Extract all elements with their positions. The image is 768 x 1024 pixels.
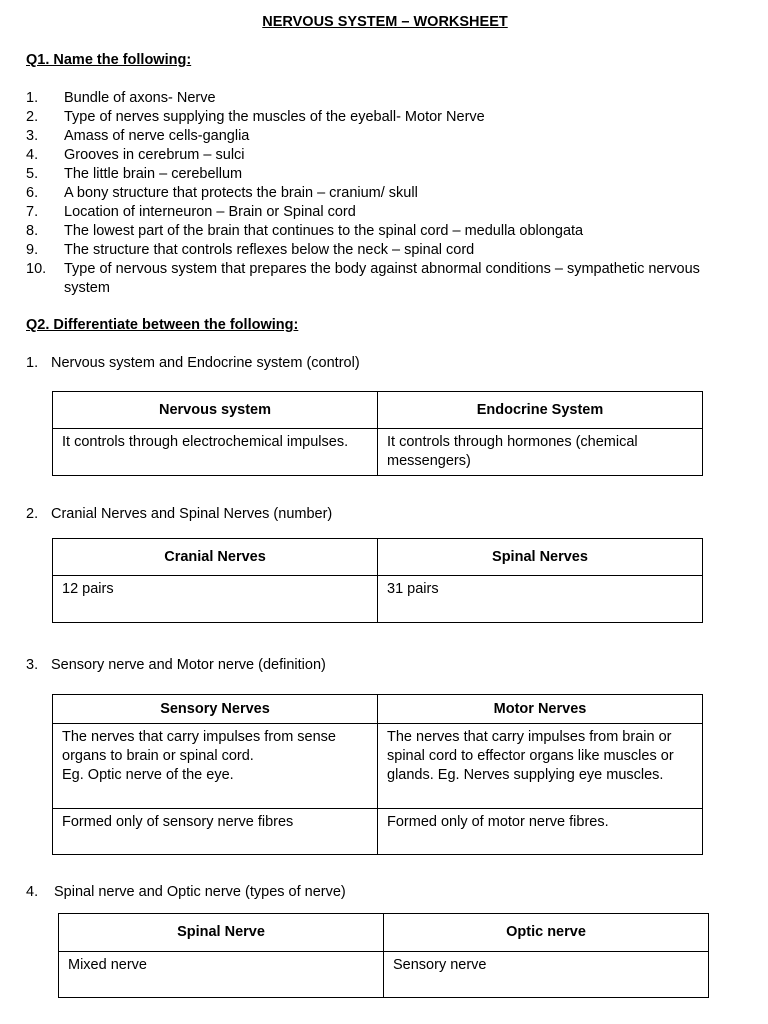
- section-label: Sensory nerve and Motor nerve (definition): [51, 657, 326, 673]
- list-item: [26, 89, 726, 108]
- item-text: Bundle of axons- Nerve: [64, 90, 216, 106]
- item-number: 7.: [26, 204, 39, 220]
- item-text: A bony structure that protects the brain – cranium/ skull: [64, 185, 418, 201]
- table-cell: The nerves that carry impulses from sense organs to brain or spinal cord. Eg. Optic nerve of the eye.: [53, 724, 378, 809]
- comparison-table: [52, 694, 703, 855]
- section-number: 1.: [26, 355, 39, 371]
- table-cell: It controls through hormones (chemical messengers): [378, 429, 703, 476]
- table-cell: Formed only of motor nerve fibres.: [378, 809, 703, 855]
- table-cell: The nerves that carry impulses from brain or spinal cord to effector organs like muscles or glands. Eg. Nerves supplying eye muscles.: [378, 724, 703, 809]
- list-item: [26, 108, 726, 127]
- item-text: Grooves in cerebrum – sulci: [64, 147, 245, 163]
- table-cell: 12 pairs: [53, 576, 378, 623]
- q2-section-label: [26, 657, 326, 673]
- table-cell: Formed only of sensory nerve fibres: [53, 809, 378, 855]
- table-cell: Mixed nerve: [59, 952, 384, 998]
- item-text: Type of nervous system that prepares the body against abnormal conditions – sympathetic nervous system: [64, 261, 700, 296]
- table-header: Spinal Nerve: [59, 914, 384, 952]
- table-cell: It controls through electrochemical impulses.: [53, 429, 378, 476]
- item-text: The lowest part of the brain that continues to the spinal cord – medulla oblongata: [64, 223, 584, 239]
- item-number: 8.: [26, 223, 39, 239]
- table-header: Nervous system: [53, 392, 378, 429]
- list-item: [26, 203, 726, 222]
- item-text: Type of nerves supplying the muscles of the eyeball- Motor Nerve: [64, 109, 485, 125]
- section-number: 3.: [26, 657, 39, 673]
- item-number: 6.: [26, 185, 39, 201]
- comparison-table: [52, 538, 703, 623]
- q2-heading: Q2. Differentiate between the following:: [26, 317, 299, 333]
- item-number: 5.: [26, 166, 39, 182]
- table-header: Motor Nerves: [378, 695, 703, 724]
- list-item: [26, 260, 726, 298]
- item-number: 1.: [26, 90, 39, 106]
- item-number: 4.: [26, 147, 39, 163]
- list-item: [26, 222, 726, 241]
- table-header: Sensory Nerves: [53, 695, 378, 724]
- item-number: 3.: [26, 128, 39, 144]
- section-label: Nervous system and Endocrine system (control): [51, 355, 360, 371]
- comparison-table: [52, 391, 703, 476]
- list-item: [26, 241, 726, 260]
- section-label: Cranial Nerves and Spinal Nerves (number): [51, 506, 333, 522]
- q2-section-label: [26, 355, 360, 371]
- item-number: 2.: [26, 109, 39, 125]
- section-number: 4.: [26, 884, 39, 900]
- list-item: [26, 146, 726, 165]
- item-number: 10.: [26, 261, 47, 277]
- table-header: Spinal Nerves: [378, 539, 703, 576]
- q1-list: [26, 89, 726, 298]
- item-number: 9.: [26, 242, 39, 258]
- list-item: [26, 127, 726, 146]
- item-text: The structure that controls reflexes below the neck – spinal cord: [64, 242, 475, 258]
- table-cell: Sensory nerve: [384, 952, 709, 998]
- table-header: Endocrine System: [378, 392, 703, 429]
- item-text: The little brain – cerebellum: [64, 166, 243, 182]
- table-header: Cranial Nerves: [53, 539, 378, 576]
- section-label: Spinal nerve and Optic nerve (types of nerve): [54, 884, 346, 900]
- item-text: Location of interneuron – Brain or Spinal cord: [64, 204, 356, 220]
- section-number: 2.: [26, 506, 39, 522]
- worksheet-title: NERVOUS SYSTEM – WORKSHEET: [262, 14, 508, 30]
- table-header: Optic nerve: [384, 914, 709, 952]
- list-item: [26, 184, 726, 203]
- item-text: Amass of nerve cells-ganglia: [64, 128, 250, 144]
- q2-section-label: [26, 506, 332, 522]
- q1-heading: Q1. Name the following:: [26, 52, 192, 68]
- list-item: [26, 165, 726, 184]
- comparison-table: [58, 913, 709, 998]
- table-cell: 31 pairs: [378, 576, 703, 623]
- q2-section-label: [26, 884, 346, 900]
